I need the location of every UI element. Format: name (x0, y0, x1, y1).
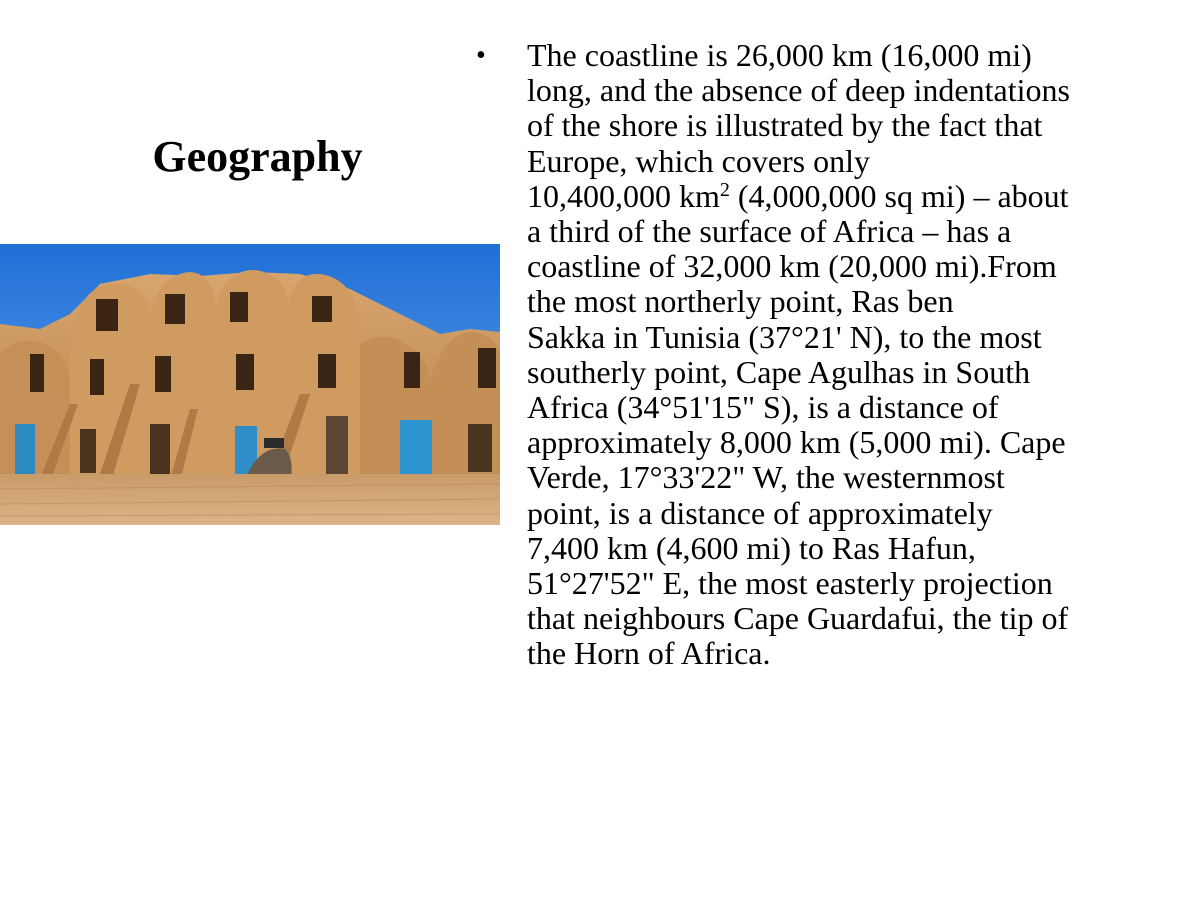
bullet-text-part2: (4,000,000 sq mi) – about a third of the surface of Africa – has a coastline of 32,000 km (20,000 mi).From the most northerly point, Ras ben Sakka in Tunisia (37°21' N), to the most southerly point, Cape Agulhas in South Africa (34°51'15" S), is a distance of approximately 8,000 km (5,000 mi). Cape Verde, 17°33'22" W, the westernmost point, is a distance of approximately 7,400 km (4,600 mi) to Ras Hafun, 51°27'52" E, the most easterly projection that neighbours Cape Guardafui, the tip of the Horn of Africa. (527, 177, 1069, 672)
superscript-2: 2 (719, 178, 730, 201)
geography-bullet (472, 38, 1172, 672)
slide-title: Geography (152, 132, 363, 181)
bullet-text-part1: The coastline is 26,000 km (16,000 mi) long, and the absence of deep indentations of the shore is illustrated by the fact that Europe, which covers only 10,400,000 km (527, 37, 1070, 214)
content-bullet-list (472, 38, 1172, 672)
ksar-building-photo (0, 244, 500, 525)
bullet-text (527, 37, 1070, 671)
bullet-icon: • (476, 40, 486, 71)
ksar-building-illustration (0, 244, 500, 525)
